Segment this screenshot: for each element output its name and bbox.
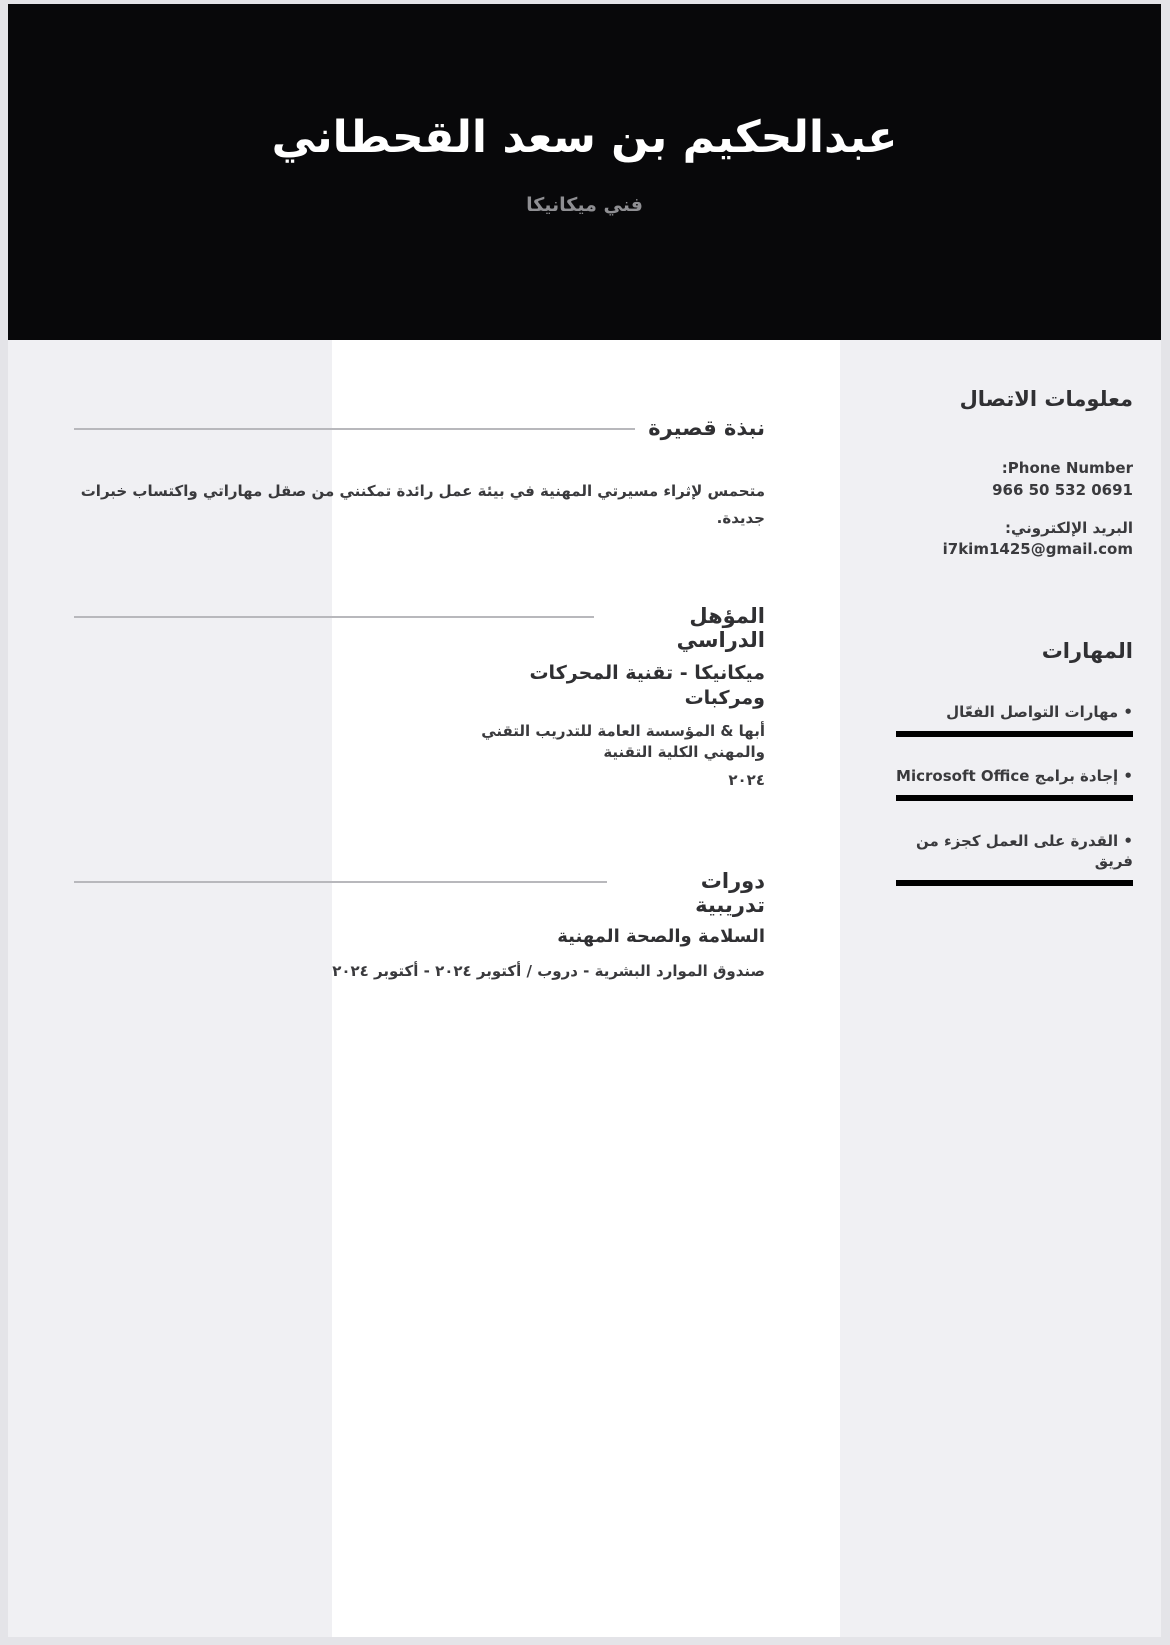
education-institution: أبها & المؤسسة العامة للتدريب التقني والمهني الكلية التقنية <box>481 722 765 761</box>
skills-section-title: المهارات <box>1041 639 1133 663</box>
courses-divider <box>74 881 607 883</box>
contact-section-title: معلومات الاتصال <box>959 387 1133 411</box>
candidate-name: عبدالحكيم بن سعد القحطاني <box>271 112 898 163</box>
phone-value: 966 50 532 0691 <box>992 481 1133 499</box>
summary-divider <box>74 428 635 430</box>
job-title: فني ميكانيكا <box>526 194 643 216</box>
education-degree: ميكانيكا - تقنية المحركات ومركبات <box>529 662 765 709</box>
skill-item-communication: • مهارات التواصل الفعّال <box>946 703 1133 721</box>
summary-text: متحمس لإثراء مسيرتي المهنية في بيئة عمل رائدة تمكنني من صقل مهاراتي واكتساب خبرات جديدة. <box>80 482 765 527</box>
skill-bar-microsoft-office <box>896 795 1133 801</box>
main-column-background <box>332 340 840 1637</box>
skill-item-teamwork: • القدرة على العمل كجزء من فريق <box>916 832 1133 870</box>
course-detail: صندوق الموارد البشرية - دروب / أكتوبر ٢٠٢٤ - أكتوبر ٢٠٢٤ <box>332 962 765 980</box>
email-value: i7kim1425@gmail.com <box>942 540 1133 558</box>
phone-label: Phone Number: <box>1001 459 1133 477</box>
summary-section-title: نبذة قصيرة <box>648 416 765 440</box>
education-section-title: المؤهل الدراسي <box>676 604 765 652</box>
skill-bar-communication <box>896 731 1133 737</box>
skill-bar-teamwork <box>896 880 1133 886</box>
education-divider <box>74 616 594 618</box>
education-year: ٢٠٢٤ <box>728 771 765 789</box>
resume-page <box>8 4 1161 1637</box>
courses-section-title: دورات تدريبية <box>695 869 765 917</box>
email-label: البريد الإلكتروني: <box>1005 519 1133 537</box>
course-name: السلامة والصحة المهنية <box>557 926 765 947</box>
skill-item-microsoft-office: • إجادة برامج Microsoft Office <box>896 767 1133 785</box>
resume-header <box>8 4 1161 340</box>
